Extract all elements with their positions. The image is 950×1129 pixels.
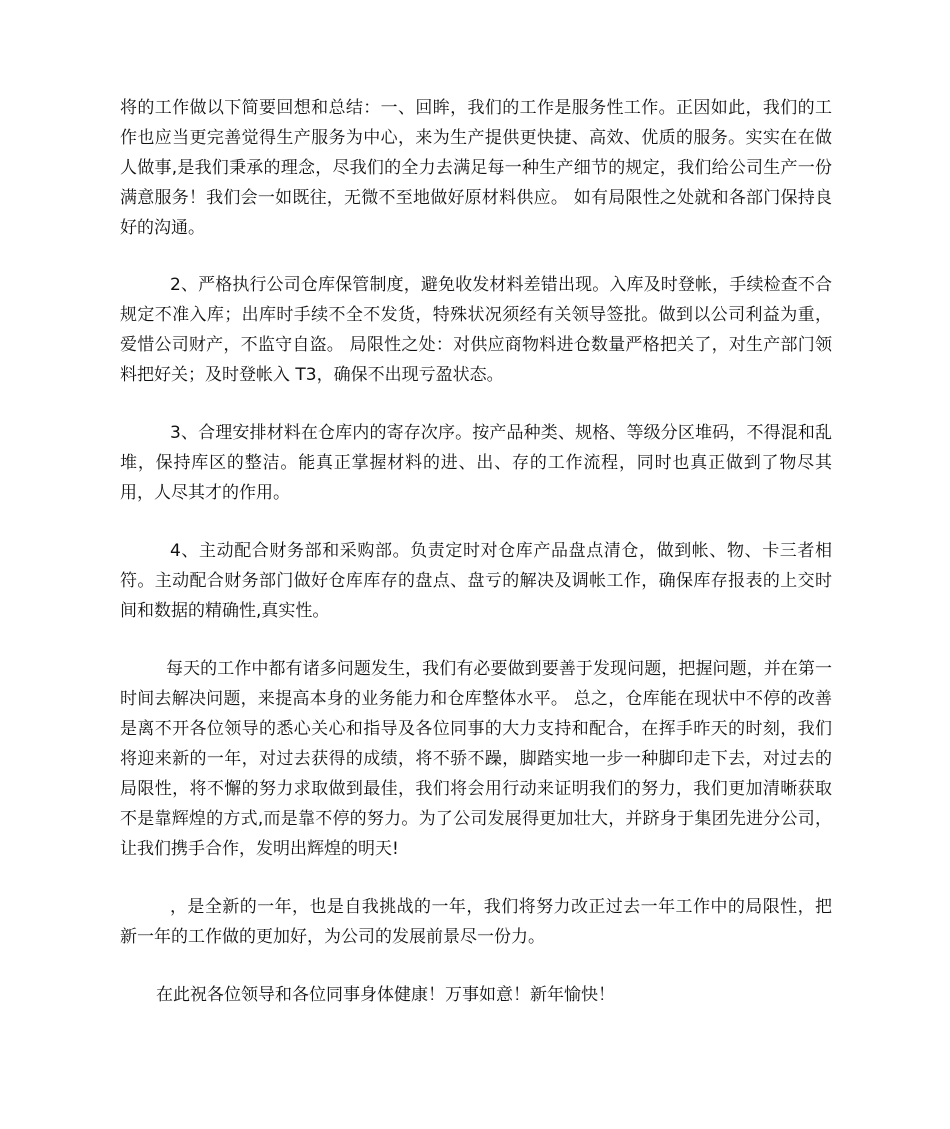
paragraph-new-year: ，是全新的一年，也是自我挑战的一年，我们将努力改正过去一年工作中的局限性，把新一年的工作做的更加好，为公司的发展前景尽一份力。 [120,897,832,947]
paragraph-summary-intro: 将的工作做以下简要回想和总结：一、回眸，我们的工作是服务性工作。正因如此，我们的工作也应当更完善觉得生产服务为中心，来为生产提供更快捷、高效、优质的服务。实实在在做人做事,是我们秉承的理念，尽我们的全力去满足每一种生产细节的规定，我们给公司生产一份满意服务！我们会一如既往，无微不至地做好原材料供应。 如有局限性之处就和各部门保持良好的沟通。 [120,98,832,238]
paragraph-daily-work: 每天的工作中都有诸多问题发生，我们有必要做到要善于发现问题，把握问题，并在第一时间去解决问题，来提高本身的业务能力和仓库整体水平。 总之，仓库能在现状中不停的改善是离不开各位领导的悉心关心和指导及各位同事的大力支持和配合，在挥手昨天的时刻，我们将迎来新的一年，对过去获得的成绩，将不骄不躁，脚踏实地一步一种脚印走下去，对过去的局限性，将不懈的努力求取做到最佳，我们将会用行动来证明我们的努力，我们更加清晰获取不是靠辉煌的方式,而是靠不停的努力。为了公司发展得更加壮大，并跻身于集团先进分公司，让我们携手合作，发明出辉煌的明天! [120,659,832,859]
paragraph-item-4: 4、主动配合财务部和采购部。负责定时对仓库产品盘点清仓，做到帐、物、卡三者相符。主动配合财务部门做好仓库库存的盘点、盘亏的解决及调帐工作，确保库存报表的上交时间和数据的精确性,真实性。 [120,541,832,621]
paragraph-item-2: 2、严格执行公司仓库保管制度，避免收发材料差错出现。入库及时登帐，手续检查不合规定不准入库；出库时手续不全不发货，特殊状况须经有关领导签批。做到以公司利益为重，爱惜公司财产，不监守自盗。 局限性之处：对供应商物料进仓数量严格把关了，对生产部门领料把好关；及时登帐入 T3，确保不出现亏盈状态。 [120,275,832,385]
document-page [120,93,832,1010]
paragraph-greeting: 在此祝各位领导和各位同事身体健康！万事如意！新年愉快！ [156,985,615,1005]
paragraph-item-3: 3、合理安排材料在仓库内的寄存次序。按产品种类、规格、等级分区堆码，不得混和乱堆，保持库区的整洁。能真正掌握材料的进、出、存的工作流程，同时也真正做到了物尽其用，人尽其才的作用。 [120,423,832,503]
